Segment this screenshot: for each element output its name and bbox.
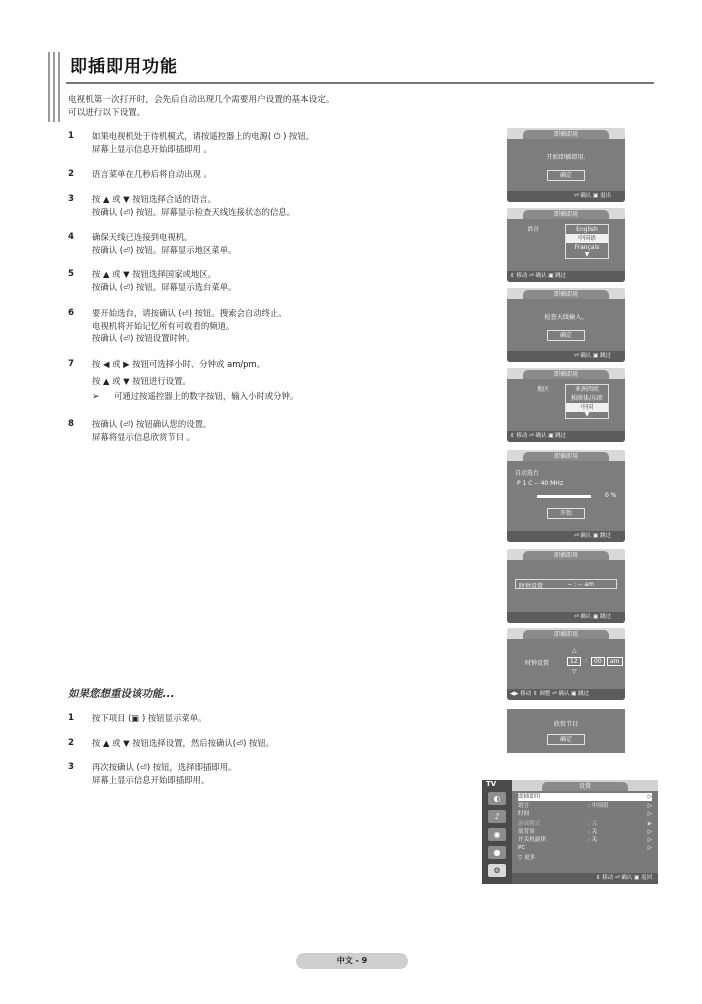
auto-store-label: 自动选台 [515,470,540,477]
step-number: 3 [68,762,74,772]
menu-item-time[interactable] [518,810,652,818]
step-line: 按确认 (⏎) 按钮。屏幕显示检查天线连接状态的信息。 [92,206,296,217]
screen-message: 检查天线输入。 [544,314,588,321]
step-line: 按确认 (⏎) 按钮设置时钟。 [92,333,195,343]
step-number: 6 [68,308,74,318]
screen-auto-store [507,450,625,542]
ampm-field[interactable]: am [607,657,623,666]
clock-field[interactable] [515,579,617,589]
screen-title: 即插即用 [523,630,609,639]
screen-title: 即插即用 [523,290,609,299]
option-chinese[interactable]: 中国语 [566,234,608,243]
chevron-right-icon: ▷ [647,794,652,800]
step-line: 电视机将开始记忆所有可收看的频道。 [92,320,235,331]
screen-antenna-check [507,288,625,362]
intro-line: 电视机第一次打开时，会先后自动出现几个需要用户设置的基本设定。 [68,95,335,105]
step-line: 按 ◀ 或 ▶ 按钮可选择小时、分钟或 am/pm。 [92,359,266,369]
title-rule [66,82,654,84]
menu-item-label: 开关机旋律 [518,837,546,843]
ok-button[interactable]: 确定 [547,734,585,745]
progress-bar [537,495,591,498]
menu-sidebar [482,780,512,884]
sound-icon[interactable]: ♪ [488,810,506,823]
step-line: 屏幕将显示信息欣赏节目 。 [92,431,196,442]
menu-item-value: : 关 [588,829,598,835]
screen-footer: ⏎ 确认 ▣ 退出 [507,191,625,202]
option-cis-east-europe[interactable]: 独联体/东欧 [570,395,604,402]
setup-gear-icon[interactable]: ⚙ [488,864,506,877]
menu-item-label: PC [518,845,526,851]
step-line: 语言菜单在几秒后将自动出现 。 [92,169,212,179]
setup-menu-screen [482,780,658,884]
step-line: 确保天线已连接到电视机。 [92,232,193,242]
ok-button[interactable]: 确定 [547,330,585,341]
screen-title: 即插即用 [523,370,609,379]
clock-label: 时钟设置 [525,660,550,667]
step-line: 屏幕上显示信息开始即插即用 。 [92,143,212,154]
step-number: 4 [68,232,74,242]
progress-percent: 0 % [605,492,617,499]
screen-title: 即插即用 [523,130,609,139]
step-line: 按 ▲ 或 ▼ 按钮进行设置。 [92,375,191,386]
step-line: 按确认 (⏎) 按钮确认您的设置。 [92,419,212,429]
step-line: 按 ▲ 或 ▼ 按钮选择合适的语言。 [92,194,217,204]
screen-language [507,208,625,282]
chevron-right-icon: ▷ [647,803,652,809]
screen-title: 即插即用 [523,551,609,560]
intro-line: 可以进行以下设置。 [68,108,146,118]
intro-text [68,94,334,120]
step-number: 7 [68,359,74,369]
time-separator: : [585,657,588,664]
screen-title: 即插即用 [523,210,609,219]
chevron-right-icon: ▷ [647,829,652,835]
step-line: 按下项目 (▣ ) 按钮显示菜单。 [92,713,207,723]
step-line: 按确认 (⏎) 按钮。屏幕显示选台菜单。 [92,281,237,292]
input-icon[interactable]: ● [488,846,506,859]
step-number: 1 [68,713,74,723]
menu-item-pc[interactable] [518,844,652,852]
option-asia-west-europe[interactable]: 亚洲西欧 [574,386,599,393]
screen-start-plug-play [507,128,625,202]
step-line: 再次按确认 (⏎) 按钮，选择即插即用。 [92,762,237,772]
menu-item-label: ▽ 更多 [518,855,536,861]
menu-item-blue-screen[interactable] [518,828,652,836]
menu-item-label: 时间 [518,811,530,817]
screen-enjoy [507,709,625,753]
step-number: 5 [68,269,74,279]
step-number: 2 [68,169,74,179]
option-english[interactable]: English [576,226,598,233]
channel-icon[interactable]: ◉ [488,828,506,841]
channel-info: P 1 C -- 40 MHz [517,480,563,487]
menu-footer: ⇕ 移动 ⏎ 确认 ▣ 返回 [512,873,658,884]
menu-item-label: 即插即用 [518,794,541,800]
menu-item-value: : 关 [588,821,598,827]
reset-title: 如果您想重设该功能... [68,688,175,700]
picture-icon[interactable]: ◐ [488,792,506,805]
screen-message: 欣赏节目 [553,721,579,728]
menu-item-value: : 关 [588,837,598,843]
tv-label: TV [486,780,497,788]
screen-footer: ⏎ 确认 ▣ 跳过 [507,531,625,542]
clock-value: -- : -- am [568,581,594,588]
screen-clock-set [507,549,625,623]
ok-button[interactable]: 确定 [547,170,585,181]
up-arrow-icon[interactable]: △ [572,647,577,654]
header-bars [48,52,62,122]
step-number: 2 [68,738,74,748]
chevron-right-icon: ▷ [647,837,652,843]
step-line: 屏幕上显示信息开始即插即用。 [92,774,210,785]
screen-footer: ⏎ 确认 ▣ 跳过 [507,612,625,623]
page-number: 中文 - 9 [296,953,408,969]
language-label: 语言 [527,226,540,233]
chevron-right-icon: ▷ [647,811,652,817]
step-line: 按确认 (⏎) 按钮。屏幕显示地区菜单。 [92,244,237,255]
menu-item-game-mode[interactable] [518,820,652,828]
screen-footer: ◀▶ 移动 ⇕ 调整 ⏎ 确认 ▣ 跳过 [507,689,625,700]
screen-region [507,368,625,442]
menu-item-value: : 中国语 [588,803,609,809]
menu-item-label: 游戏模式 [518,821,541,827]
step-number: 3 [68,194,74,204]
step-line: 要开始选台，请按确认 (⏎) 按钮。搜索会自动终止。 [92,308,287,318]
page-title: 即插即用功能 [70,57,178,77]
screen-footer: ⏎ 确认 ▣ 跳过 [507,351,625,362]
minute-field[interactable]: 00 [591,657,605,666]
note-text: 可通过按遥控器上的数字按钮，输入小时或分钟。 [114,391,299,401]
menu-item-language[interactable] [518,802,652,810]
note-arrow-icon: ➢ [92,392,100,402]
scroll-down-icon[interactable]: ▼ [584,251,590,258]
menu-item-more[interactable] [518,854,652,862]
screen-footer: ⇕ 移动 ⏎ 确认 ▣ 跳过 [507,271,625,282]
region-options[interactable] [565,384,609,419]
option-china[interactable]: 中国 [566,403,608,412]
start-button[interactable]: 开始 [547,508,585,519]
option-french[interactable]: Français [574,244,600,251]
screen-message: 开始即插即用. [546,154,586,161]
menu-title: 设置 [542,782,628,791]
menu-item-label: 语言 [518,803,530,809]
hour-field[interactable]: 12 [567,657,581,666]
clock-label: 时钟设置 [519,583,544,590]
down-arrow-icon[interactable]: ▽ [572,668,577,675]
chevron-right-icon: ▶ [647,821,652,827]
screen-footer: ⇕ 移动 ⏎ 确认 ▣ 跳过 [507,431,625,442]
language-options[interactable] [565,224,609,259]
menu-item-plug-play[interactable] [518,793,652,801]
step-line: 如果电视机处于待机模式，请按遥控器上的电源( ⏻ ) 按钮。 [92,131,315,141]
step-number: 8 [68,419,74,429]
step-line: 按 ▲ 或 ▼ 按钮选择设置，然后按确认(⏎) 按钮。 [92,738,275,748]
step-number: 1 [68,131,74,141]
step-line: 按 ▲ 或 ▼ 按钮选择国家或地区。 [92,269,217,279]
screen-clock-adjust [507,628,625,700]
screen-title: 即插即用 [523,452,609,461]
menu-item-melody[interactable] [518,836,652,844]
region-label: 地区 [537,386,550,393]
scroll-down-icon[interactable]: ▼ [584,411,590,418]
chevron-right-icon: ▷ [647,845,652,851]
step-note [92,390,482,404]
menu-item-label: 蓝背景 [518,829,535,835]
